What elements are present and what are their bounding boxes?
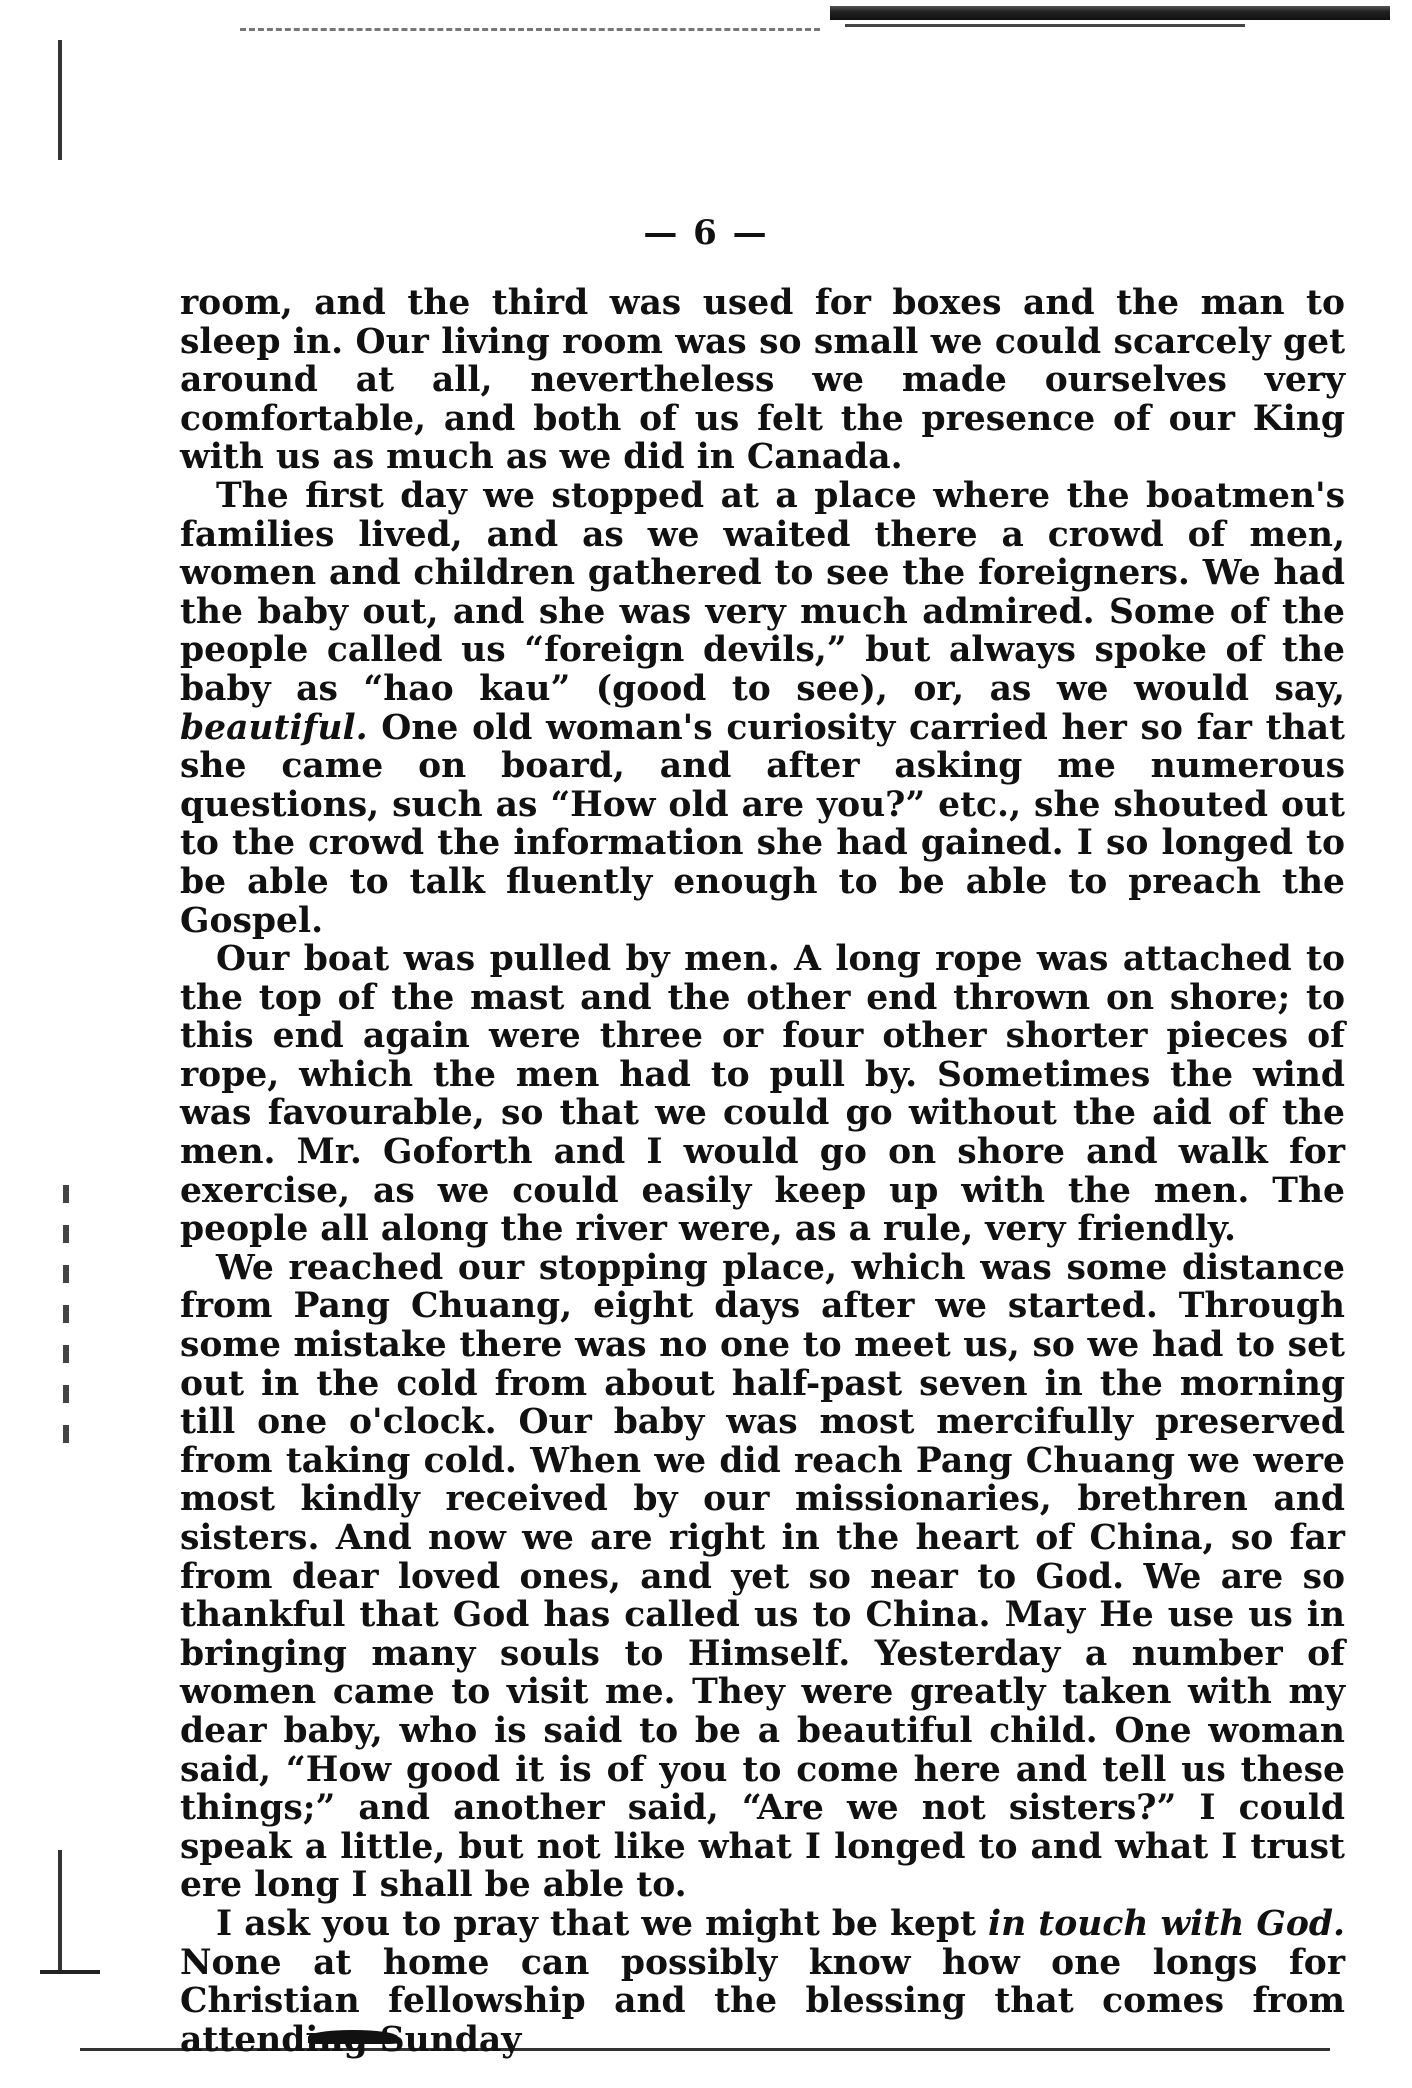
text-run: room, and the third was used for boxes and the man to sleep in. Our living room was so small we could scarcely get around at all, nevertheless we made ourselves very comfortable, and both of us felt the presence of our King with us as much as we did in Canada. — [180, 283, 1345, 478]
left-margin-mark-bottom — [58, 1850, 62, 1970]
top-ink-bar — [830, 6, 1390, 20]
text-run: None at home can possibly know how one longs for Christian fellowship and the blessing that comes from attending Sunday — [180, 1942, 1345, 2060]
italic-text-run: beautiful. — [180, 707, 368, 748]
text-run: The first day we stopped at a place where the boatmen's families lived, and as we waited there a crowd of men, women and children gathered to see the foreigners. We had the baby out, and she was very much admired. Some of the people called us “foreign devils,” but always spoke of the baby as “hao kau” (good to see), or, as we would say, — [180, 475, 1345, 709]
paragraph — [180, 940, 1345, 1249]
paragraph — [180, 284, 1345, 477]
top-thin-rule — [845, 24, 1245, 27]
paragraph — [180, 1905, 1345, 2059]
paragraph — [180, 477, 1345, 940]
left-margin-ticks — [63, 1185, 69, 1465]
body-text — [180, 284, 1345, 2059]
left-margin-mark-top — [58, 40, 62, 160]
italic-text-run: in touch with God. — [988, 1903, 1345, 1944]
text-run: Our boat was pulled by men. A long rope was attached to the top of the mast and the other end thrown on shore; to this end again were three or four other shorter pieces of rope, which the men had to pull by. Sometimes the wind was favourable, so that we could go without the aid of the men. Mr. Goforth and I would go on shore and walk for exercise, as we could easily keep up with the men. The people all along the river were, as a rule, very friendly. — [180, 939, 1345, 1250]
page-number: — 6 — — [643, 213, 769, 253]
text-run: One old woman's curiosity carried her so far that she came on board, and after asking me numerous questions, such as “How old are you?” etc., she shouted out to the crowd the information she had gained. I so longed to be able to talk fluently enough to be able to preach the Gospel. — [180, 707, 1345, 941]
bottom-corner-mark — [40, 1970, 100, 1974]
paragraph — [180, 1249, 1345, 1905]
text-run: I ask you to pray that we might be kept — [216, 1903, 989, 1944]
text-run: We reached our stopping place, which was some distance from Pang Chuang, eight days after we started. Through some mistake there was no one to meet us, so we had to set out in the cold from about half-past seven in the morning till one o'clock. Our baby was most mercifully preserved from taking cold. When we did reach Pang Chuang we were most kindly received by our missionaries, brethren and sisters. And now we are right in the heart of China, so far from dear loved ones, and yet so near to God. We are so thankful that God has called us to China. May He use us in bringing many souls to Himself. Yesterday a number of women came to visit me. They were greatly taken with my dear baby, who is said to be a beautiful child. One woman said, “How good it is of you to come here and tell us these things;” and another said, “Are we not sisters?” I could speak a little, but not like what I longed to and what I trust ere long I shall be able to. — [180, 1247, 1345, 1906]
top-dashed-rule — [240, 28, 820, 31]
